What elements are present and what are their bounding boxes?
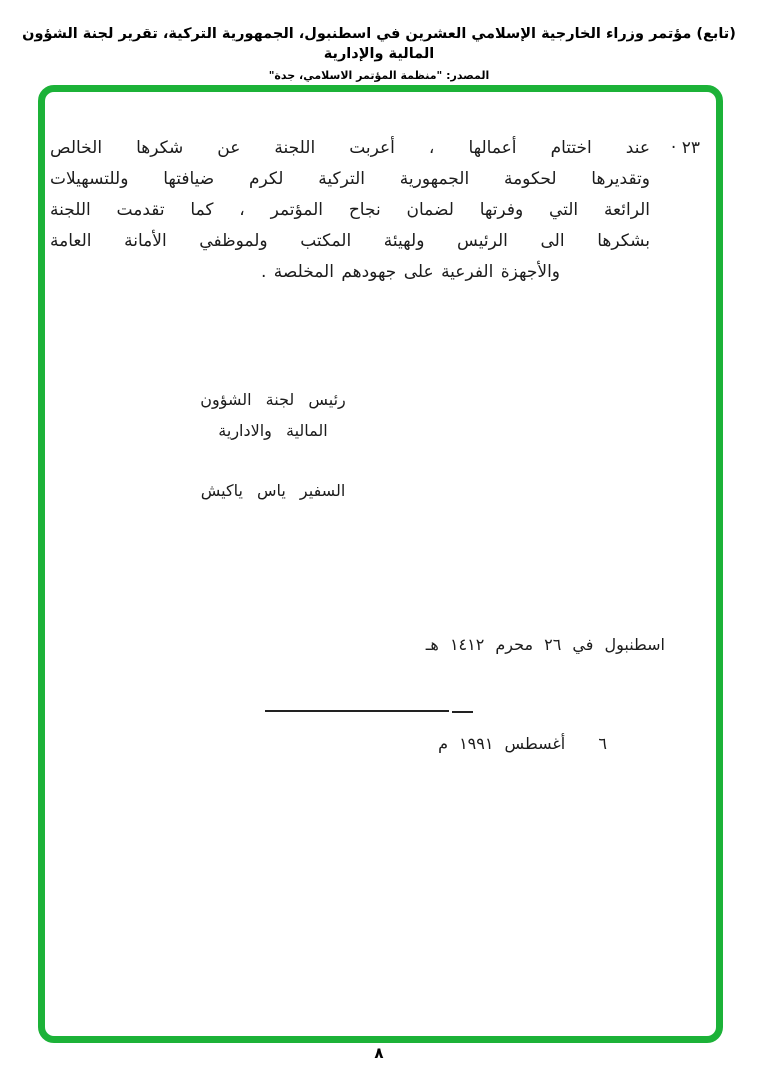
signature-title-line-1: رئيس لجنة الشؤون [200,390,346,409]
paragraph-number: ٢٣ · [670,138,700,158]
paragraph-line-1: عند اختتام أعمالها ، أعربت اللجنة عن شكرها الخالص [50,138,650,158]
signature-name: السفير ياس ياكيش [200,481,346,500]
paragraph-line-4: بشكرها الى الرئيس ولهيئة المكتب ولموظفي الأمانة العامة [50,231,650,251]
header-title: (تابع) مؤتمر وزراء الخارجية الإسلامي العشرين في اسطنبول، الجمهورية التركية، تقرير لجنة الشؤون المالية والإدارية [22,26,736,62]
page-header [0,24,758,83]
paragraph-line-5: والأجهزة الفرعية على جهودهم المخلصة . [260,262,560,282]
page-number: ٨ [374,1044,384,1062]
dateline-block [365,562,665,793]
paragraph-line-2: وتقديرها لحكومة الجمهورية التركية لكرم ضيافتها وللتسهيلات [50,169,650,189]
date-hijri: اسطنبول في ٢٦ محرم ١٤١٢ هـ [425,635,665,654]
signature-title-line-2: المالية والادارية [218,421,328,440]
separator-line-dash [452,711,473,713]
date-gregorian: ٦ أغسطس ١٩٩١ م [438,734,607,753]
header-source: المصدر: "منظمة المؤتمر الاسلامي، جدة" [268,69,490,82]
paragraph-23 [50,133,650,288]
paragraph-line-3: الرائعة التي وفرتها لضمان نجاح المؤتمر ، كما تقدمت اللجنة [50,200,650,220]
separator-line [265,710,449,712]
signature-block [178,384,368,506]
